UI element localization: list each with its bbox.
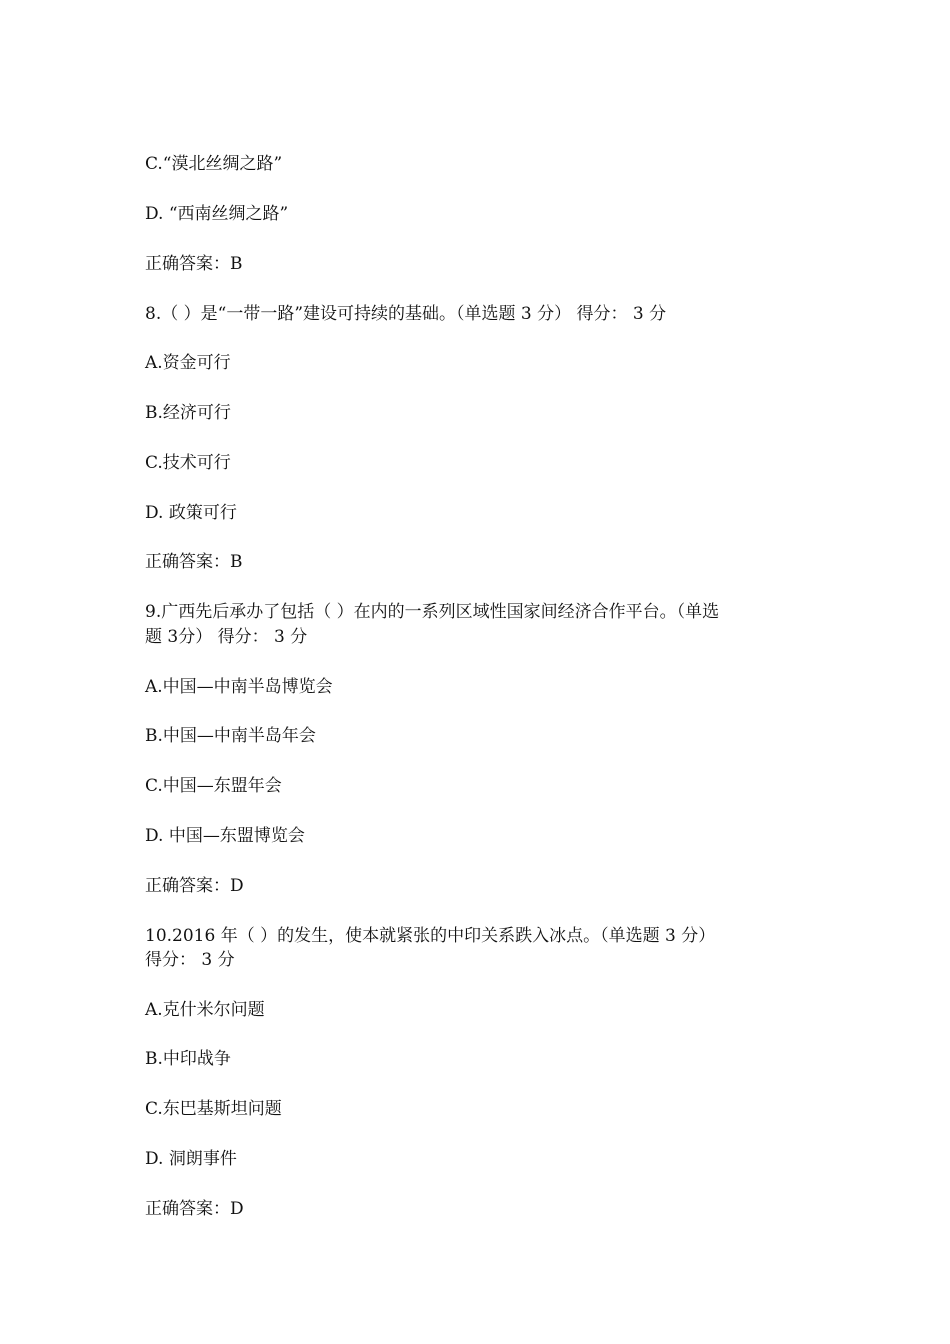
q7-option-c: C.“漠北丝绸之路” [145, 154, 283, 174]
q8-option-d: D. 政策可行 [145, 503, 237, 523]
q9-question-cont: 题 3分） 得分： 3 分 [145, 627, 308, 647]
q10-option-d: D. 洞朗事件 [145, 1149, 237, 1169]
q9-question: 9.广西先后承办了包括（ ）在内的一系列区域性国家间经济合作平台。（单选 [145, 602, 720, 622]
q10-option-c: C.东巴基斯坦问题 [145, 1099, 282, 1119]
q8-option-c: C.技术可行 [145, 453, 231, 473]
q7-option-d: D. “西南丝绸之路” [145, 204, 289, 224]
q8-question: 8.（ ）是“一带一路”建设可持续的基础。（单选题 3 分） 得分： 3 分 [145, 304, 667, 324]
q9-option-b: B.中国—中南半岛年会 [145, 726, 316, 746]
q9-option-a: A.中国—中南半岛博览会 [145, 677, 333, 697]
q7-answer: 正确答案：B [145, 254, 243, 274]
q8-answer: 正确答案：B [145, 552, 243, 572]
q10-answer: 正确答案：D [145, 1199, 244, 1219]
q8-option-a: A.资金可行 [145, 353, 231, 373]
q10-option-b: B.中印战争 [145, 1049, 231, 1069]
q10-question: 10.2016 年（ ）的发生，使本就紧张的中印关系跌入冰点。（单选题 3 分） [145, 926, 716, 946]
q8-option-b: B.经济可行 [145, 403, 231, 423]
q9-option-c: C.中国—东盟年会 [145, 776, 282, 796]
q10-question-cont: 得分： 3 分 [145, 950, 235, 970]
q9-option-d: D. 中国—东盟博览会 [145, 826, 305, 846]
q9-answer: 正确答案：D [145, 876, 244, 896]
q10-option-a: A.克什米尔问题 [145, 1000, 265, 1020]
